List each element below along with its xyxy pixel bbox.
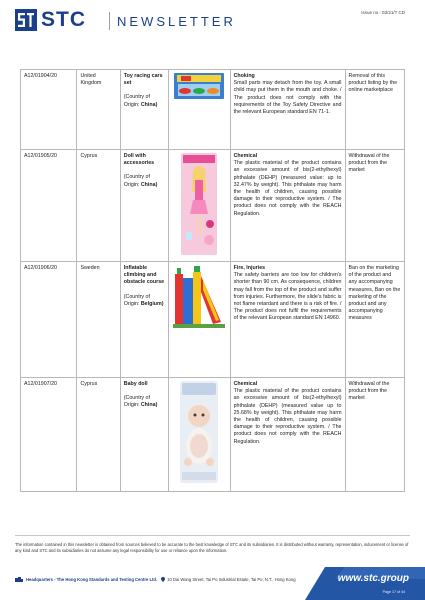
header-divider [109, 12, 110, 30]
product-name: Toy racing cars set [123, 73, 163, 87]
origin: (Country of Origin: China) [123, 174, 158, 188]
address [161, 577, 295, 582]
risk-description: Small parts may detach from the toy. A small child may put them in the mouth and choke. / The product does not comply with the requirements of the Toy Safety Directive and the relevant European standard EN 71-1. [233, 80, 342, 116]
location-pin-icon [161, 577, 165, 582]
image-cell [169, 378, 230, 492]
reference-cell: A12/01906/20 [21, 262, 77, 378]
origin: (Country of Origin: China) [123, 94, 158, 108]
risk-description: The plastic material of the product contains an excessive amount of bis(2-ethylhexyl) phthalate (DEHP) (measured value up to 25.68% by weight). This phthalate may harm the health of children, causing possible damage to their reproductive system. / The product does not comply with the REACH Regulation. [233, 388, 342, 445]
headquarters-info [15, 577, 296, 582]
page-footer [0, 567, 425, 600]
product-name: Doll with accessories [123, 153, 155, 167]
newsletter-title: NEWSLETTER [117, 14, 236, 29]
page-header [0, 0, 425, 38]
risk-cell [230, 378, 345, 492]
measures-cell: Removal of this product listing by the online marketplace [345, 70, 405, 150]
country-cell: United Kingdom [77, 70, 120, 150]
country-cell: Cyprus [77, 150, 120, 262]
product-name: Baby doll [123, 381, 148, 387]
baby-doll-photo [173, 380, 225, 484]
origin: (Country of Origin: China) [123, 395, 158, 409]
reference-cell: A12/01904/20 [21, 70, 77, 150]
reference-cell: A12/01905/20 [21, 150, 77, 262]
building-icon [15, 577, 23, 582]
image-cell [169, 70, 230, 150]
product-cell [120, 150, 168, 262]
origin: (Country of Origin: Belgium) [123, 293, 164, 307]
country-cell: Sweden [77, 262, 120, 378]
risk-cell [230, 262, 345, 378]
risk-description: The plastic material of the product contains an excessive amount of bis(2-ethylhexyl) phthalate (DEHP) (measured value: up to 32.47% by weight). This phthalate may harm the health of children, causing possible damage to their reproductive system. / The product does not comply with the REACH Regulation. [233, 160, 342, 217]
product-name: Inflatable climbing and obstacle course [123, 265, 165, 286]
country-cell: Cyprus [77, 378, 120, 492]
product-cell [120, 70, 168, 150]
image-cell [169, 262, 230, 378]
table-row [21, 262, 405, 378]
inflatable-obstacle-course-photo [173, 264, 225, 334]
page-number: Page 17 of 44 [382, 590, 405, 594]
risk-description: The safety barriers are too low for children's shorter than 90 cm. As consequence, children may fall from the top of the product and suffer from injuries. Furthermore, the slide's fabric is not flame retardant and there is a risk of fire. / The product does not fulfil the requirements of the relevant European standard EN 14960. [233, 272, 342, 322]
footer-divider [15, 535, 410, 536]
website-link[interactable]: www.stc.group [337, 573, 409, 584]
risk-cell [230, 70, 345, 150]
address-text: 10 Dai Wang Street, Tai Po Industrial Estate, Tai Po, N.T., Hong Kong [167, 577, 296, 582]
table-row [21, 150, 405, 262]
measures-cell: Withdrawal of the product from the market [345, 150, 405, 262]
product-cell [120, 262, 168, 378]
product-recall-table [20, 69, 405, 492]
table-row [21, 378, 405, 492]
table-row [21, 70, 405, 150]
issue-number: Issue no.: 03/21/T CD [361, 10, 405, 15]
brand-name: STC [41, 8, 86, 31]
risk-cell [230, 150, 345, 262]
stc-logo-icon [15, 9, 37, 31]
reference-cell: A12/01907/20 [21, 378, 77, 492]
risk-type: Choking [233, 73, 255, 79]
disclaimer: The information contained in this newsletter is obtained from sources believed to be accurate to the best knowledge of STC and its subsidiaries. It is distributed without warranty, representation, inducement or license of any kind and STC and its subsidiaries do not assume any legal responsibility for use or reliance upon the information. [15, 542, 409, 553]
image-cell [169, 150, 230, 262]
product-cell [120, 378, 168, 492]
stc-logo [15, 9, 86, 31]
toy-racing-cars-set-photo [173, 72, 225, 100]
doll-with-accessories-photo [173, 152, 225, 256]
measures-cell: Ban on the marketing of the product and any accompanying measures, Ban on the marketing of the product and any accompanying measures [345, 262, 405, 378]
measures-cell: Withdrawal of the product from the market [345, 378, 405, 492]
risk-type: Chemical [233, 153, 258, 159]
risk-type: Fire, Injuries [233, 265, 266, 271]
risk-type: Chemical [233, 381, 258, 387]
headquarters-label: Headquarters - The Hong Kong Standards and Testing Centre Ltd. [26, 577, 158, 582]
